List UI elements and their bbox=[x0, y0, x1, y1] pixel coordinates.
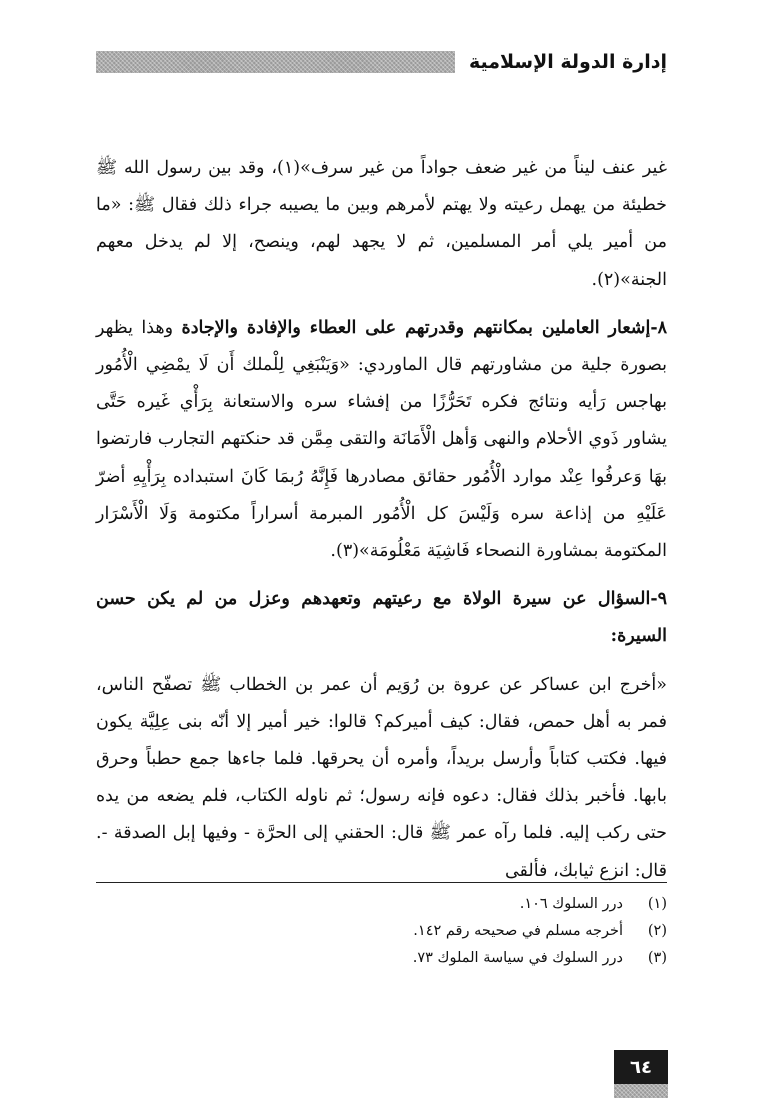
paragraph-3 bbox=[96, 581, 667, 655]
footnote-item bbox=[96, 918, 667, 945]
footnote-item bbox=[96, 945, 667, 972]
paragraph-4 bbox=[96, 667, 667, 890]
page-header bbox=[96, 48, 667, 76]
paragraph-text: وهذا يظهر بصورة جلية من مشاورتهم قال الماوردي: «وَيَنْبَغِي لِلْملك أَن لَا يمْضِي الْأُمُور بهاجس رَأيه ونتائج فكره تَحَرُّزًا من إفشاء سره والاستعانة بِرَأْي غَيره حَتَّى يشاور ذَوي الأحلام والنهى وَأهل الْأَمَانَة والتقى مِمَّن قد حنكتهم التجارب فارتضوا بهَا وَعرفُوا عِنْد موارد الْأُمُور حقائق مصادرها فَإِنَّهُ رُبمَا كَانَ استبداده بِرَأْيِهِ أضرّ عَلَيْهِ من إذاعة سره وَلَيْسَ كل الْأُمُور المبرمة أسراراً مكتومة وَلَا الْأَسْرَار المكتومة بمشاورة النصحاء فَاشِيَة مَعْلُومَة»(٣). bbox=[96, 317, 667, 562]
page-number: ٦٤ bbox=[614, 1050, 668, 1084]
paragraph-1 bbox=[96, 150, 667, 299]
section-heading-8: ٨-إشعار العاملين بمكانتهم وقدرتهم على العطاء والإفادة والإجادة bbox=[181, 317, 667, 338]
footnote-mark: (١) bbox=[647, 896, 667, 912]
page-number-decorative-band bbox=[614, 1084, 668, 1098]
running-title: إدارة الدولة الإسلامية bbox=[468, 51, 667, 73]
footnotes bbox=[96, 882, 667, 972]
footnote-item bbox=[96, 891, 667, 918]
footnote-text: درر السلوك ١٠٦. bbox=[519, 896, 623, 912]
header-decorative-band bbox=[96, 51, 455, 73]
body-text bbox=[96, 150, 667, 901]
footnote-text: درر السلوك في سياسة الملوك ٧٣. bbox=[412, 950, 623, 966]
footnote-mark: (٢) bbox=[647, 923, 667, 939]
footnote-text: أخرجه مسلم في صحيحه رقم ١٤٢. bbox=[413, 923, 623, 939]
section-heading-9: ٩-السؤال عن سيرة الولاة مع رعيتهم وتعهدهم وعزل من لم يكن حسن السيرة: bbox=[96, 589, 667, 647]
paragraph-text: «أخرج ابن عساكر عن عروة بن رُوَيم أن عمر بن الخطاب ﷺ تصفّح الناس، فمر به أهل حمص، فقال: كيف أميركم؟ قالوا: خير أمير إلا أنّه بنى عِلِيَّة يكون فيها. فكتب كتاباً وأرسل بريداً، وأمره أن يحرقها. فلما جاءها جمع حطباً وحرق بابها. فأخبر بذلك فقال: دعوه فإنه رسول؛ ثم ناوله الكتاب، فلم يضعه من يده حتى ركب إليه. فلما رآه عمر ﷺ قال: الحقني إلى الحرَّة - وفيها إبل الصدقة -. قال: انزع ثيابك، فألقى bbox=[96, 674, 667, 881]
paragraph-text: غير عنف ليناً من غير ضعف جواداً من غير سرف»(١)، وقد بين رسول الله ﷺ خطيئة من يهمل رعيته ولا يهتم لأمرهم وبين ما يصيبه جراء ذلك فقال ﷺ: «ما من أمير يلي أمر المسلمين، ثم لا يجهد لهم، وينصح، إلا لم يدخل معهم الجنة»(٢). bbox=[96, 158, 667, 290]
footnote-mark: (٣) bbox=[647, 950, 667, 966]
paragraph-2 bbox=[96, 310, 667, 570]
